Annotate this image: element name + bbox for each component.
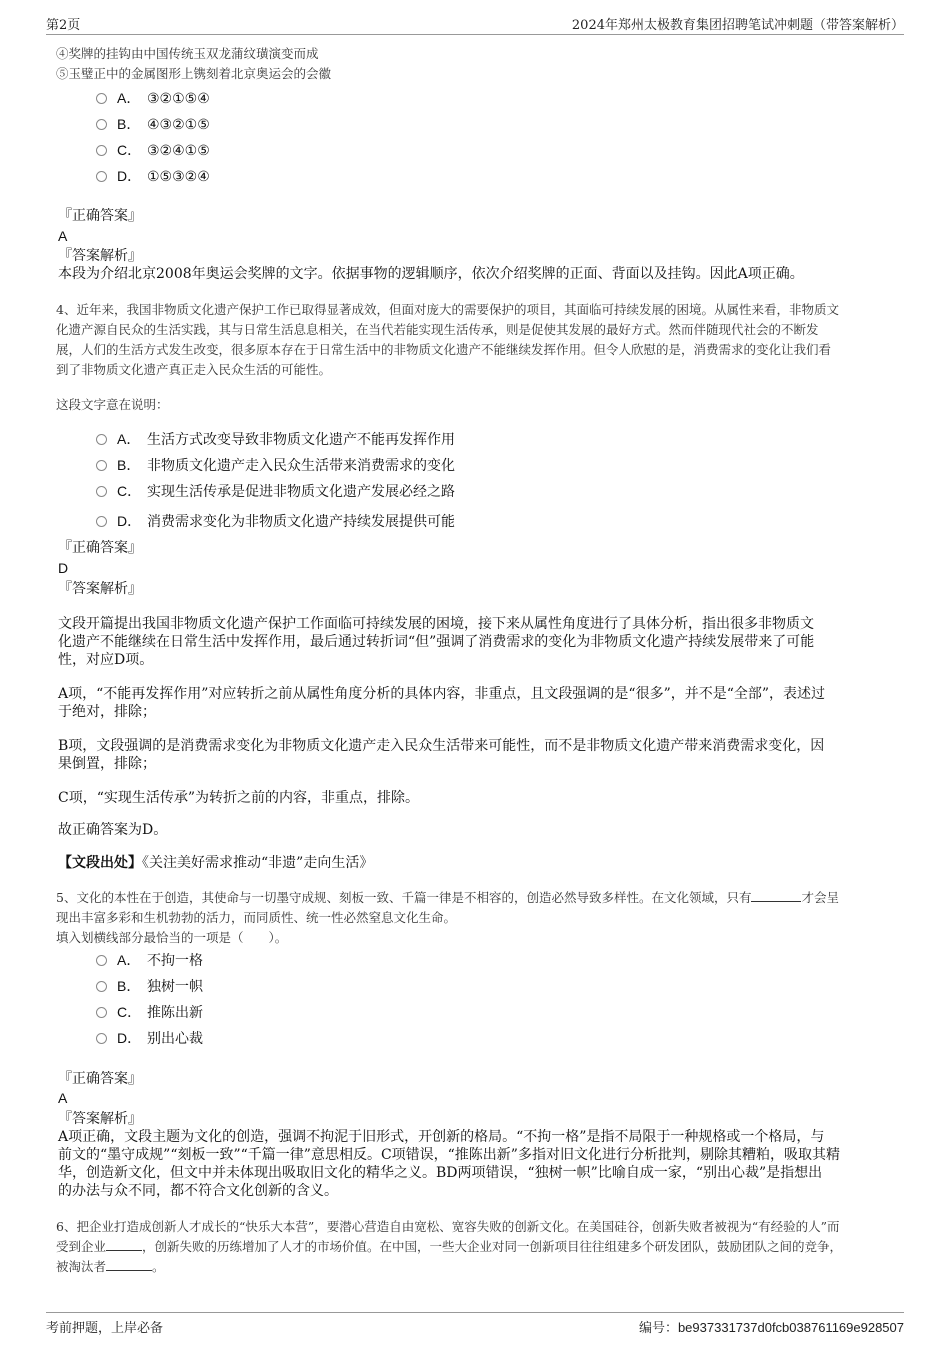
radio-icon[interactable] xyxy=(96,145,107,156)
footer-slogan: 考前押题，上岸必备 xyxy=(46,1321,164,1336)
radio-icon[interactable] xyxy=(96,516,107,527)
radio-icon[interactable] xyxy=(96,486,107,497)
q5-analysis-line: A项正确，文段主题为文化的创造，强调不拘泥于旧形式，开创新的格局。“不拘一格”是指不局限于一种规格或一个格局，与 xyxy=(58,1129,825,1145)
q5-prompt: 填入划横线部分最恰当的一项是（ ）。 xyxy=(56,930,288,945)
q4-stem-line: 到了非物质文化遗产真正走入民众生活的可能性。 xyxy=(56,362,332,377)
q4-stem-line: 化遗产源自民众的生活实践，其与日常生活息息相关，在当代若能实现生活传承，则是促使其发展的最好方式。然而伴随现代社会的不断发 xyxy=(56,322,819,337)
q6-stem-line: 被淘汰者 。 xyxy=(56,1259,165,1274)
q3-answer-label: 『正确答案』 xyxy=(58,208,142,224)
q4-answer: D xyxy=(58,560,69,576)
q3-statement-5: ⑤玉璧正中的金属图形上镌刻着北京奥运会的会徽 xyxy=(56,66,332,81)
fill-blank xyxy=(751,889,801,902)
q5-option-c[interactable]: C． 推陈出新 xyxy=(96,1002,203,1023)
q4-stem-line: 展，人们的生活方式发生改变，很多原本存在于日常生活中的非物质文化遗产不能继续发挥作用。但令人欣慰的是，消费需求的变化让我们看 xyxy=(56,342,832,357)
page-number: 第2页 xyxy=(46,18,81,33)
q3-option-b[interactable]: B． ④③②①⑤ xyxy=(96,114,210,135)
page-footer xyxy=(46,1312,904,1337)
q4-analysis-line: A项，“不能再发挥作用”对应转折之前从属性角度分析的具体内容，非重点，且文段强调的是“很多”，并不是“全部”，表述过 xyxy=(58,686,826,702)
radio-icon[interactable] xyxy=(96,1007,107,1018)
document-title: 2024年郑州太极教育集团招聘笔试冲刺题（带答案解析） xyxy=(571,18,904,33)
q3-analysis: 本段为介绍北京2008年奥运会奖牌的文字。依据事物的逻辑顺序，依次介绍奖牌的正面、背面以及挂钩。因此A项正确。 xyxy=(58,266,804,282)
q3-option-c[interactable]: C． ③②④①⑤ xyxy=(96,140,210,161)
radio-icon[interactable] xyxy=(96,1033,107,1044)
q4-option-a[interactable]: A． 生活方式改变导致非物质文化遗产不能再发挥作用 xyxy=(96,429,455,450)
q5-analysis-line: 华，创造新文化，但文中并未体现出吸取旧文化的精华之义。BD两项错误，“独树一帜”比喻自成一家，“别出心裁”是指想出 xyxy=(58,1165,823,1181)
q5-option-b[interactable]: B． 独树一帜 xyxy=(96,976,203,997)
radio-icon[interactable] xyxy=(96,119,107,130)
document-code: 编号：be937331737d0fcb038761169e928507 xyxy=(638,1320,904,1336)
q5-stem-line: 5、文化的本性在于创造，其使命与一切墨守成规、刻板一致、千篇一律是不相容的，创造必然导致多样性。在文化领域，只有 才会呈 xyxy=(56,890,839,905)
radio-icon[interactable] xyxy=(96,955,107,966)
q6-stem-line: 受到企业 ，创新失败的历练增加了人才的市场价值。在中国，一些大企业对同一创新项目往往组建多个研发团队，鼓励团队之间的竞争， xyxy=(56,1239,843,1254)
q4-analysis-line: 化遗产不能继续在日常生活中发挥作用，最后通过转折词“但”强调了消费需求的变化为非物质文化遗产持续发展带来了可能 xyxy=(58,634,815,650)
q3-analysis-label: 『答案解析』 xyxy=(58,248,142,264)
q4-option-c[interactable]: C． 实现生活传承是促进非物质文化遗产发展必经之路 xyxy=(96,481,455,502)
q4-conclusion: 故正确答案为D。 xyxy=(58,822,168,838)
fill-blank xyxy=(106,1258,152,1271)
q4-analysis-line: 果倒置，排除； xyxy=(58,756,156,772)
q4-answer-label: 『正确答案』 xyxy=(58,540,142,556)
q3-option-d[interactable]: D． ①⑤③②④ xyxy=(96,166,210,187)
radio-icon[interactable] xyxy=(96,460,107,471)
q3-statement-4: ④奖牌的挂钩由中国传统玉双龙蒲纹璜演变而成 xyxy=(56,46,319,61)
q4-option-d[interactable]: D． 消费需求变化为非物质文化遗产持续发展提供可能 xyxy=(96,511,455,532)
fill-blank xyxy=(106,1238,142,1251)
q4-analysis-line: C项，“实现生活传承”为转折之前的内容，非重点，排除。 xyxy=(58,790,420,806)
q5-stem-line: 现出丰富多彩和生机勃勃的活力，而同质性、统一性必然窒息文化生命。 xyxy=(56,910,457,925)
q4-analysis-line: 于绝对，排除； xyxy=(58,704,156,720)
q3-option-a[interactable]: A． ③②①⑤④ xyxy=(96,88,210,109)
q3-answer: A xyxy=(58,228,68,244)
q4-analysis-line: 性，对应D项。 xyxy=(58,652,154,668)
radio-icon[interactable] xyxy=(96,981,107,992)
radio-icon[interactable] xyxy=(96,93,107,104)
q6-stem-line: 6、把企业打造成创新人才成长的“快乐大本营”，要潜心营造自由宽松、宽容失败的创新文化。在美国硅谷，创新失败者被视为“有经验的人”而 xyxy=(56,1219,840,1234)
q5-option-a[interactable]: A． 不拘一格 xyxy=(96,950,203,971)
q4-source: 【文段出处】《关注美好需求推动“非遗”走向生活》 xyxy=(58,855,374,871)
q4-analysis-line: 文段开篇提出我国非物质文化遗产保护工作面临可持续发展的困境，接下来从属性角度进行了具体分析，指出很多非物质文 xyxy=(58,616,814,632)
radio-icon[interactable] xyxy=(96,171,107,182)
q5-analysis-line: 的办法与众不同，都不符合文化创新的含义。 xyxy=(58,1183,338,1199)
q4-analysis-label: 『答案解析』 xyxy=(58,581,142,597)
q5-analysis-line: 前文的“墨守成规”“刻板一致”“千篇一律”意思相反。C项错误，“推陈出新”多指对旧文化进行分析批判，剔除其糟粕，吸取其精 xyxy=(58,1147,840,1163)
q4-prompt: 这段文字意在说明： xyxy=(56,397,169,412)
q5-answer-label: 『正确答案』 xyxy=(58,1071,142,1087)
q4-stem-line: 4、近年来，我国非物质文化遗产保护工作已取得显著成效，但面对庞大的需要保护的项目，其面临可持续发展的困境。从属性来看，非物质文 xyxy=(56,302,839,317)
q5-analysis-label: 『答案解析』 xyxy=(58,1111,142,1127)
page-header xyxy=(46,12,904,35)
q4-analysis-line: B项，文段强调的是消费需求变化为非物质文化遗产走入民众生活带来可能性，而不是非物质文化遗产带来消费需求变化，因 xyxy=(58,738,825,754)
q4-option-b[interactable]: B． 非物质文化遗产走入民众生活带来消费需求的变化 xyxy=(96,455,455,476)
q5-answer: A xyxy=(58,1090,68,1106)
radio-icon[interactable] xyxy=(96,434,107,445)
q5-option-d[interactable]: D． 别出心裁 xyxy=(96,1028,203,1049)
